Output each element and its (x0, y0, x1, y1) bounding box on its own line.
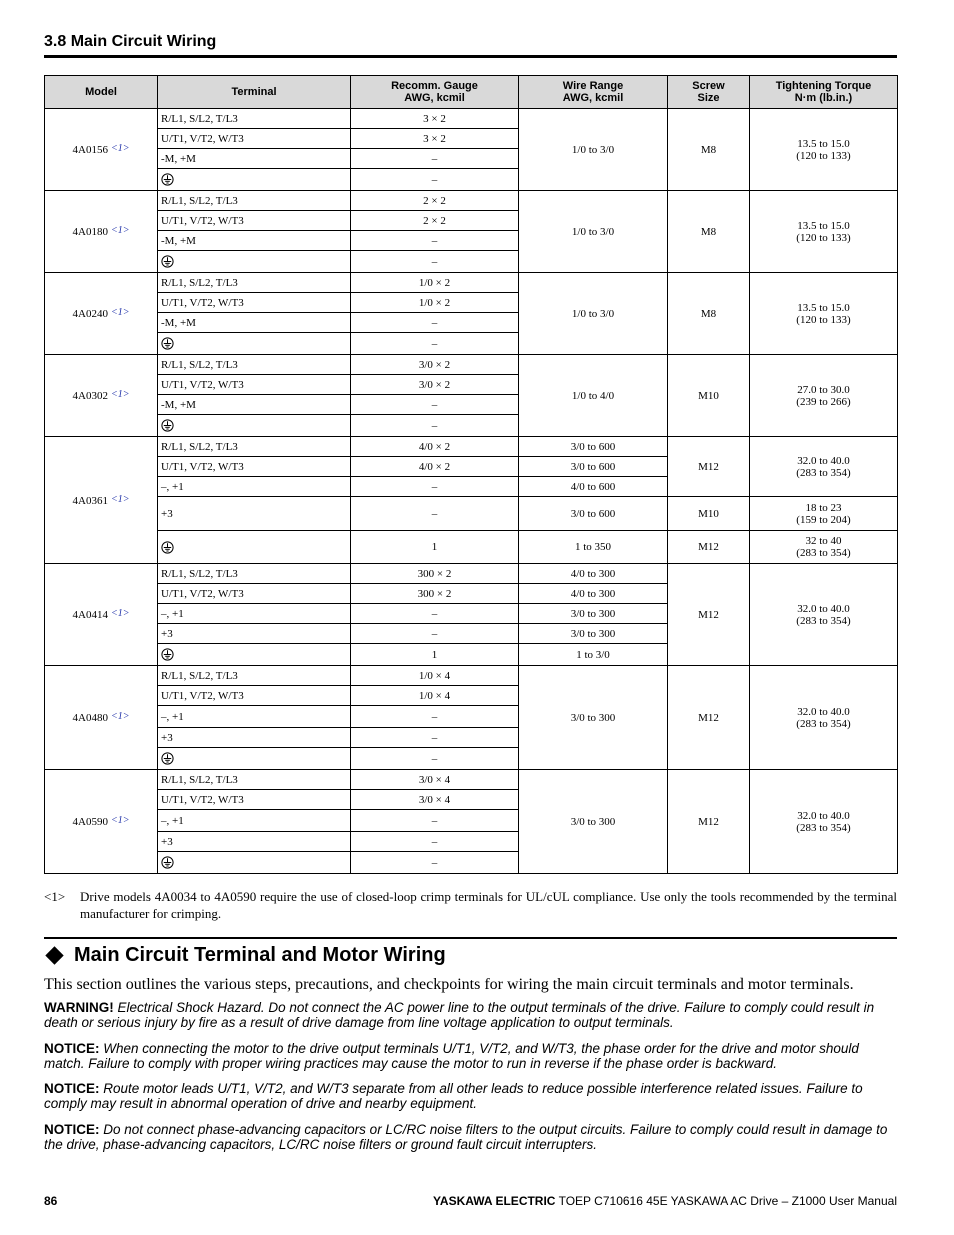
gauge-cell: – (351, 497, 519, 531)
gauge-cell: 1 (351, 531, 519, 564)
terminal-cell: U/T1, V/T2, W/T3 (158, 211, 351, 231)
gauge-cell: 3/0 × 2 (351, 355, 519, 375)
screw-size-cell: M12 (668, 770, 750, 874)
terminal-cell: U/T1, V/T2, W/T3 (158, 293, 351, 313)
screw-size-cell: M12 (668, 564, 750, 666)
gauge-cell: – (351, 810, 519, 832)
terminal-cell (158, 531, 351, 564)
header-torque: Tightening Torque N·m (lb.in.) (750, 76, 898, 109)
gauge-cell: 3 × 2 (351, 109, 519, 129)
terminal-cell: +3 (158, 832, 351, 852)
table-row (45, 437, 898, 457)
wire-gauge-table (44, 75, 898, 874)
footnote-marker: <1> (44, 889, 66, 904)
table-row (45, 564, 898, 584)
gauge-cell: 1/0 × 2 (351, 293, 519, 313)
wire-range-cell: 4/0 to 600 (519, 477, 668, 497)
warning-paragraph (44, 1000, 900, 1030)
screw-size-cell: M8 (668, 273, 750, 355)
notice-text: Do not connect phase-advancing capacitors or LC/RC noise filters to the output circuits. Failure to comply could result in damage to the drive, phase-advancing capacitors, LC/RC noise filters or ground fault circuit interrupters. (44, 1122, 888, 1152)
terminal-cell (158, 333, 351, 355)
model-cell: 4A0480 <1> (45, 666, 158, 770)
gauge-cell: – (351, 169, 519, 191)
gauge-cell: 3/0 × 4 (351, 790, 519, 810)
footer-doc-title: TOEP C710616 45E YASKAWA AC Drive – Z1000 User Manual (555, 1194, 897, 1208)
terminal-cell (158, 169, 351, 191)
notice-paragraph (44, 1122, 900, 1152)
wire-range-cell: 1 to 3/0 (519, 644, 668, 666)
gauge-cell: 2 × 2 (351, 191, 519, 211)
terminal-cell: U/T1, V/T2, W/T3 (158, 129, 351, 149)
terminal-cell: –, +1 (158, 810, 351, 832)
terminal-cell: –, +1 (158, 604, 351, 624)
terminal-cell (158, 748, 351, 770)
footnote-ref-link[interactable]: <1> (110, 225, 130, 236)
ground-icon (161, 648, 174, 661)
gauge-cell: 1 (351, 644, 519, 666)
table-row (45, 531, 898, 564)
gauge-cell: – (351, 706, 519, 728)
footnote-ref-link[interactable]: <1> (110, 608, 130, 619)
screw-size-cell: M12 (668, 666, 750, 770)
table-row (45, 497, 898, 531)
wire-range-cell: 3/0 to 300 (519, 666, 668, 770)
gauge-cell: – (351, 149, 519, 169)
section-title: 3.8 Main Circuit Wiring (44, 33, 217, 50)
terminal-cell: R/L1, S/L2, T/L3 (158, 564, 351, 584)
ground-icon (161, 856, 174, 869)
terminal-cell: U/T1, V/T2, W/T3 (158, 790, 351, 810)
terminal-cell: R/L1, S/L2, T/L3 (158, 770, 351, 790)
terminal-cell: R/L1, S/L2, T/L3 (158, 437, 351, 457)
torque-cell: 32.0 to 40.0 (283 to 354) (750, 666, 898, 770)
table-row (45, 191, 898, 211)
ground-icon (161, 173, 174, 186)
page-footer (44, 1194, 897, 1208)
wire-range-cell: 1 to 350 (519, 531, 668, 564)
table-row (45, 355, 898, 375)
gauge-cell: – (351, 477, 519, 497)
notice-text: When connecting the motor to the drive output terminals U/T1, V/T2, and W/T3, the phase order for the drive and motor should match. Failure to comply with proper wiring practices may cause the motor to run in reverse if the phase order is backward. (44, 1041, 859, 1071)
model-cell: 4A0240 <1> (45, 273, 158, 355)
gauge-cell: – (351, 748, 519, 770)
terminal-cell: -M, +M (158, 395, 351, 415)
terminal-cell (158, 415, 351, 437)
model-cell: 4A0302 <1> (45, 355, 158, 437)
gauge-cell: 300 × 2 (351, 564, 519, 584)
gauge-cell: – (351, 313, 519, 333)
ground-icon (161, 752, 174, 765)
terminal-cell: -M, +M (158, 149, 351, 169)
gauge-cell: – (351, 415, 519, 437)
terminal-cell: R/L1, S/L2, T/L3 (158, 273, 351, 293)
model-cell: 4A0414 <1> (45, 564, 158, 666)
gauge-cell: – (351, 231, 519, 251)
header-model: Model (45, 76, 158, 109)
footnote-text: Drive models 4A0034 to 4A0590 require the use of closed-loop crimp terminals for UL/cUL compliance. Use only the tools recommended by the terminal manufacturer for crimping. (80, 889, 897, 921)
terminal-cell: U/T1, V/T2, W/T3 (158, 457, 351, 477)
wire-range-cell: 4/0 to 300 (519, 564, 668, 584)
wire-range-cell: 1/0 to 3/0 (519, 191, 668, 273)
header-screw-size: Screw Size (668, 76, 750, 109)
torque-cell: 13.5 to 15.0 (120 to 133) (750, 191, 898, 273)
terminal-cell (158, 251, 351, 273)
screw-size-cell: M10 (668, 355, 750, 437)
terminal-cell: –, +1 (158, 477, 351, 497)
gauge-cell: 300 × 2 (351, 584, 519, 604)
gauge-cell: – (351, 395, 519, 415)
table-row (45, 273, 898, 293)
gauge-cell: – (351, 251, 519, 273)
terminal-cell: R/L1, S/L2, T/L3 (158, 109, 351, 129)
notice-label: NOTICE: (44, 1081, 100, 1096)
footnote-ref-link[interactable]: <1> (110, 711, 130, 722)
notice-paragraph (44, 1081, 900, 1111)
screw-size-cell: M8 (668, 109, 750, 191)
wire-range-cell: 3/0 to 600 (519, 437, 668, 457)
wire-range-cell: 4/0 to 300 (519, 584, 668, 604)
gauge-cell: 1/0 × 4 (351, 686, 519, 706)
notice-label: NOTICE: (44, 1041, 100, 1056)
warning-text: Electrical Shock Hazard. Do not connect the AC power line to the output terminals of the drive. Failure to comply could result in death or serious injury by fire as a result of drive damage from line voltage application to output terminals. (44, 1000, 875, 1030)
terminal-cell: R/L1, S/L2, T/L3 (158, 355, 351, 375)
screw-size-cell: M8 (668, 191, 750, 273)
terminal-cell: –, +1 (158, 706, 351, 728)
torque-cell: 13.5 to 15.0 (120 to 133) (750, 109, 898, 191)
gauge-cell: 3 × 2 (351, 129, 519, 149)
intro-paragraph: This section outlines the various steps, precautions, and checkpoints for wiring the main circuit terminals and motor terminals. (44, 976, 854, 993)
terminal-cell: -M, +M (158, 231, 351, 251)
screw-size-cell: M12 (668, 531, 750, 564)
terminal-cell: R/L1, S/L2, T/L3 (158, 666, 351, 686)
wire-range-cell: 1/0 to 3/0 (519, 109, 668, 191)
ground-icon (161, 255, 174, 268)
footnote-ref-link[interactable]: <1> (110, 493, 130, 505)
diamond-bullet-icon (45, 946, 63, 964)
footnote-ref-link[interactable]: <1> (110, 815, 130, 826)
table-row (45, 666, 898, 686)
wire-range-cell: 3/0 to 300 (519, 604, 668, 624)
footer-doc-info (433, 1194, 897, 1208)
gauge-cell: 1/0 × 4 (351, 666, 519, 686)
wire-range-cell: 1/0 to 4/0 (519, 355, 668, 437)
terminal-cell: U/T1, V/T2, W/T3 (158, 686, 351, 706)
gauge-cell: 3/0 × 4 (351, 770, 519, 790)
gauge-cell: 3/0 × 2 (351, 375, 519, 395)
ground-icon (161, 541, 174, 554)
ground-icon (161, 419, 174, 432)
gauge-cell: 4/0 × 2 (351, 457, 519, 477)
terminal-cell: -M, +M (158, 313, 351, 333)
gauge-cell: 1/0 × 2 (351, 273, 519, 293)
terminal-cell: U/T1, V/T2, W/T3 (158, 375, 351, 395)
screw-size-cell: M10 (668, 497, 750, 531)
model-cell: 4A0361 <1> (45, 437, 158, 564)
warning-label: WARNING! (44, 1000, 114, 1015)
gauge-cell: – (351, 832, 519, 852)
footnote-ref-link[interactable]: <1> (110, 307, 130, 318)
notice-text: Route motor leads U/T1, V/T2, and W/T3 separate from all other leads to reduce possible interference related issues. Failure to comply may result in abnormal operation of drive and nearby equipment. (44, 1081, 863, 1111)
gauge-cell: 2 × 2 (351, 211, 519, 231)
gauge-cell: – (351, 604, 519, 624)
torque-cell: 13.5 to 15.0 (120 to 133) (750, 273, 898, 355)
terminal-cell: +3 (158, 728, 351, 748)
torque-cell: 32.0 to 40.0 (283 to 354) (750, 770, 898, 874)
table-row (45, 109, 898, 129)
footnote-ref-link[interactable]: <1> (110, 143, 130, 154)
screw-size-cell: M12 (668, 437, 750, 497)
model-cell: 4A0180 <1> (45, 191, 158, 273)
section-divider (44, 937, 897, 939)
terminal-cell: R/L1, S/L2, T/L3 (158, 191, 351, 211)
terminal-cell: +3 (158, 624, 351, 644)
footnote-ref-link[interactable]: <1> (110, 389, 130, 400)
gauge-cell: 4/0 × 2 (351, 437, 519, 457)
torque-cell: 32.0 to 40.0 (283 to 354) (750, 564, 898, 666)
subsection-title: Main Circuit Terminal and Motor Wiring (74, 943, 446, 966)
footer-brand: YASKAWA ELECTRIC (433, 1194, 556, 1208)
section-header (44, 33, 897, 58)
terminal-cell (158, 644, 351, 666)
table-header-row (45, 76, 898, 109)
gauge-cell: – (351, 333, 519, 355)
wire-range-cell: 3/0 to 300 (519, 624, 668, 644)
notice-paragraph (44, 1041, 900, 1071)
subsection-heading (44, 942, 446, 968)
wire-range-cell: 3/0 to 600 (519, 457, 668, 477)
header-gauge: Recomm. Gauge AWG, kcmil (351, 76, 519, 109)
table-row (45, 770, 898, 790)
terminal-cell: +3 (158, 497, 351, 531)
terminal-cell (158, 852, 351, 874)
gauge-cell: – (351, 624, 519, 644)
torque-cell: 32 to 40 (283 to 354) (750, 531, 898, 564)
model-cell: 4A0590 <1> (45, 770, 158, 874)
model-cell: 4A0156 <1> (45, 109, 158, 191)
torque-cell: 27.0 to 30.0 (239 to 266) (750, 355, 898, 437)
table-footnote (44, 888, 897, 922)
torque-cell: 32.0 to 40.0 (283 to 354) (750, 437, 898, 497)
wire-range-cell: 1/0 to 3/0 (519, 273, 668, 355)
header-terminal: Terminal (158, 76, 351, 109)
header-wire-range: Wire Range AWG, kcmil (519, 76, 668, 109)
gauge-cell: – (351, 852, 519, 874)
torque-cell: 18 to 23 (159 to 204) (750, 497, 898, 531)
notice-label: NOTICE: (44, 1122, 100, 1137)
terminal-cell: U/T1, V/T2, W/T3 (158, 584, 351, 604)
page-number: 86 (44, 1194, 58, 1208)
wire-range-cell: 3/0 to 300 (519, 770, 668, 874)
wire-range-cell: 3/0 to 600 (519, 497, 668, 531)
gauge-cell: – (351, 728, 519, 748)
ground-icon (161, 337, 174, 350)
